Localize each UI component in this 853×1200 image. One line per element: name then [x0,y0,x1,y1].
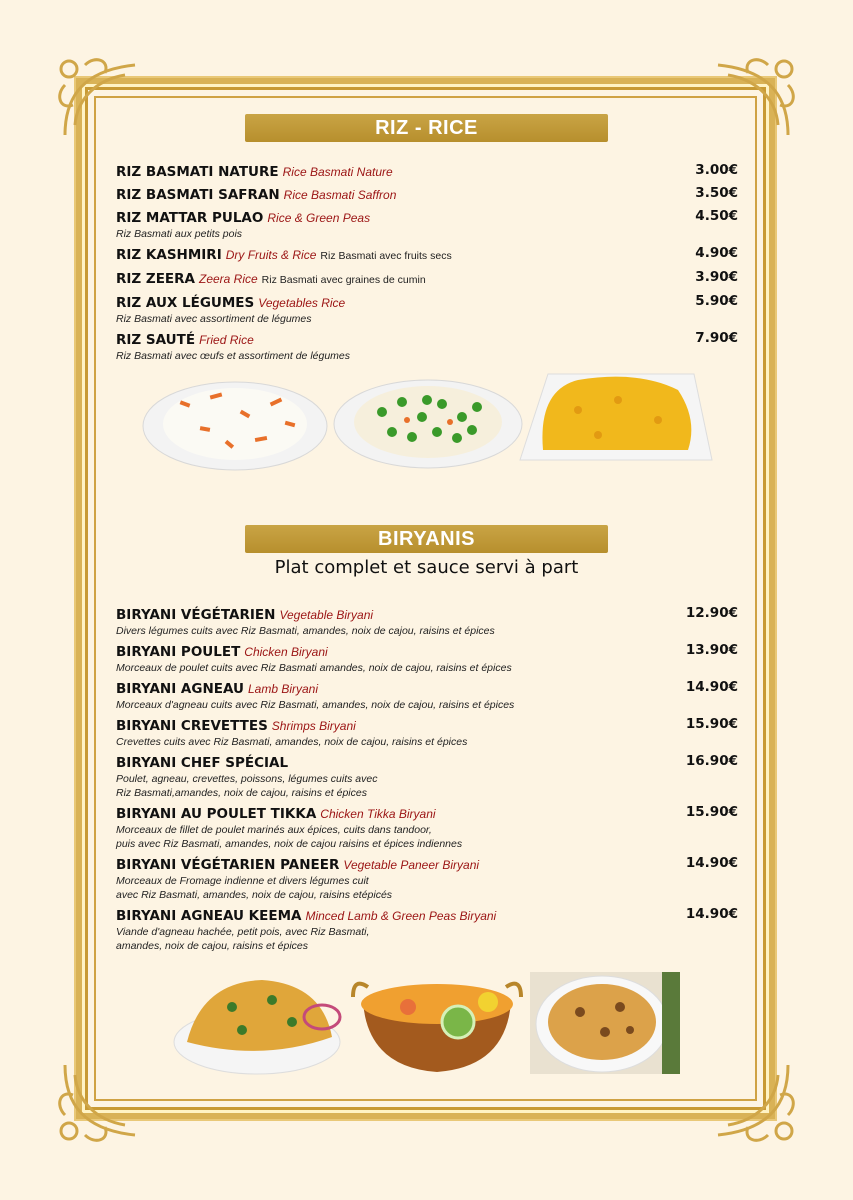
dish-name: BIRYANI VÉGÉTARIEN [116,607,276,623]
dish-price: 7.90€ [695,330,738,346]
dish-name: BIRYANI AU POULET TIKKA [116,806,317,822]
dish-description: Riz Basmati avec assortiment de légumes [116,313,312,325]
dish-description: Poulet, agneau, crevettes, poissons, légumes cuits avec [116,773,378,785]
corner-ornament-icon [708,55,798,145]
dish-english-name: Vegetable Paneer Biryani [343,858,480,872]
menu-item [116,245,738,265]
dish-name: BIRYANI POULET [116,644,241,660]
menu-item [116,293,738,326]
corner-ornament-icon [708,1055,798,1145]
dish-description: Morceaux d'agneau cuits avec Riz Basmati, amandes, noix de cajou, raisins et épices [116,699,515,711]
dish-description: Morceaux de fillet de poulet marinés aux épices, cuits dans tandoor, [116,824,432,836]
dish-name: BIRYANI AGNEAU [116,681,244,697]
biryani-section-title: BIRYANIS [245,525,608,553]
rice-section-title: RIZ - RICE [245,114,608,142]
dish-english-name: Dry Fruits & Rice [225,248,317,262]
dish-english-name: Chicken Biryani [244,645,328,659]
dish-price: 4.90€ [695,245,738,261]
corner-ornament-icon [55,1055,145,1145]
yellow-rice-dish-photo [518,370,714,472]
dish-name: BIRYANI VÉGÉTARIEN PANEER [116,857,340,873]
menu-item [116,605,738,638]
dish-price: 3.00€ [695,162,738,178]
dish-name: RIZ BASMATI SAFRAN [116,187,280,203]
dish-description: Morceaux de Fromage indienne et divers légumes cuit [116,875,369,887]
dish-price: 16.90€ [685,753,738,769]
biryani-subtitle: Plat complet et sauce servi à part [274,557,579,578]
dish-english-name: Zeera Rice [198,272,258,286]
dish-price: 3.90€ [695,269,738,285]
dish-name: BIRYANI CREVETTES [116,718,268,734]
dish-english-name: Chicken Tikka Biryani [320,807,436,821]
dish-price: 14.90€ [685,906,738,922]
corner-ornament-icon [55,55,145,145]
dish-price: 12.90€ [685,605,738,621]
dish-name: RIZ MATTAR PULAO [116,210,264,226]
dish-price: 14.90€ [685,855,738,871]
dish-description-line2: Riz Basmati,amandes, noix de cajou, raisins et épices [116,787,367,799]
biryani-menu-list [116,605,738,957]
dish-description: Riz Basmati avec graines de cumin [261,274,426,286]
dish-name: RIZ BASMATI NATURE [116,164,279,180]
dish-description-line2: avec Riz Basmati, amandes, noix de cajou, raisins etépicés [116,889,393,901]
dish-price: 14.90€ [685,679,738,695]
dish-name: RIZ ZEERA [116,271,195,287]
dish-name: RIZ AUX LÉGUMES [116,295,255,311]
dish-english-name: Minced Lamb & Green Peas Biryani [305,909,497,923]
dish-price: 3.50€ [695,185,738,201]
menu-item [116,906,738,953]
dish-name: BIRYANI AGNEAU KEEMA [116,908,302,924]
menu-item [116,330,738,363]
dish-description-line2: puis avec Riz Basmati, amandes, noix de cajou raisins et épices indiennes [116,838,463,850]
dish-english-name: Shrimps Biryani [271,719,356,733]
menu-item [116,753,738,800]
menu-item [116,642,738,675]
pea-pulao-dish-photo [332,372,524,474]
menu-item [116,804,738,851]
dish-english-name: Rice Basmati Saffron [283,188,397,202]
dish-price: 4.50€ [695,208,738,224]
dish-price: 15.90€ [685,716,738,732]
biryani-handi-bowl-photo [348,972,526,1077]
dish-name: RIZ KASHMIRI [116,247,222,263]
dish-price: 15.90€ [685,804,738,820]
dish-english-name: Fried Rice [199,333,254,347]
menu-item [116,855,738,902]
dish-name: RIZ SAUTÉ [116,332,196,348]
menu-item [116,716,738,749]
dish-english-name: Vegetables Rice [258,296,346,310]
menu-item [116,208,738,241]
dish-price: 13.90€ [685,642,738,658]
dish-description: Riz Basmati avec fruits secs [320,250,452,262]
dish-description: Riz Basmati avec œufs et assortiment de légumes [116,350,351,362]
menu-item [116,185,738,204]
dish-english-name: Rice Basmati Nature [282,165,393,179]
dish-english-name: Lamb Biryani [247,682,318,696]
menu-item [116,162,738,181]
dish-description: Divers légumes cuits avec Riz Basmati, amandes, noix de cajou, raisins et épices [116,625,495,637]
dish-name: BIRYANI CHEF SPÉCIAL [116,755,289,771]
lamb-biryani-bowl-photo [530,972,680,1074]
dish-english-name: Rice & Green Peas [267,211,371,225]
dish-description-line2: amandes, noix de cajou, raisins et épices [116,940,309,952]
dish-description: Riz Basmati aux petits pois [116,228,243,240]
menu-item [116,269,738,289]
menu-item [116,679,738,712]
saffron-rice-dish-photo [140,372,330,474]
dish-price: 5.90€ [695,293,738,309]
dish-english-name: Vegetable Biryani [279,608,374,622]
dish-description: Morceaux de poulet cuits avec Riz Basmati amandes, noix de cajou, raisins et épices [116,662,512,674]
dish-description: Crevettes cuits avec Riz Basmati, amandes, noix de cajou, raisins et épices [116,736,468,748]
rice-menu-list [116,162,738,367]
dish-description: Viande d'agneau hachée, petit pois, avec Riz Basmati, [116,926,370,938]
chicken-biryani-plate-photo [172,972,347,1077]
